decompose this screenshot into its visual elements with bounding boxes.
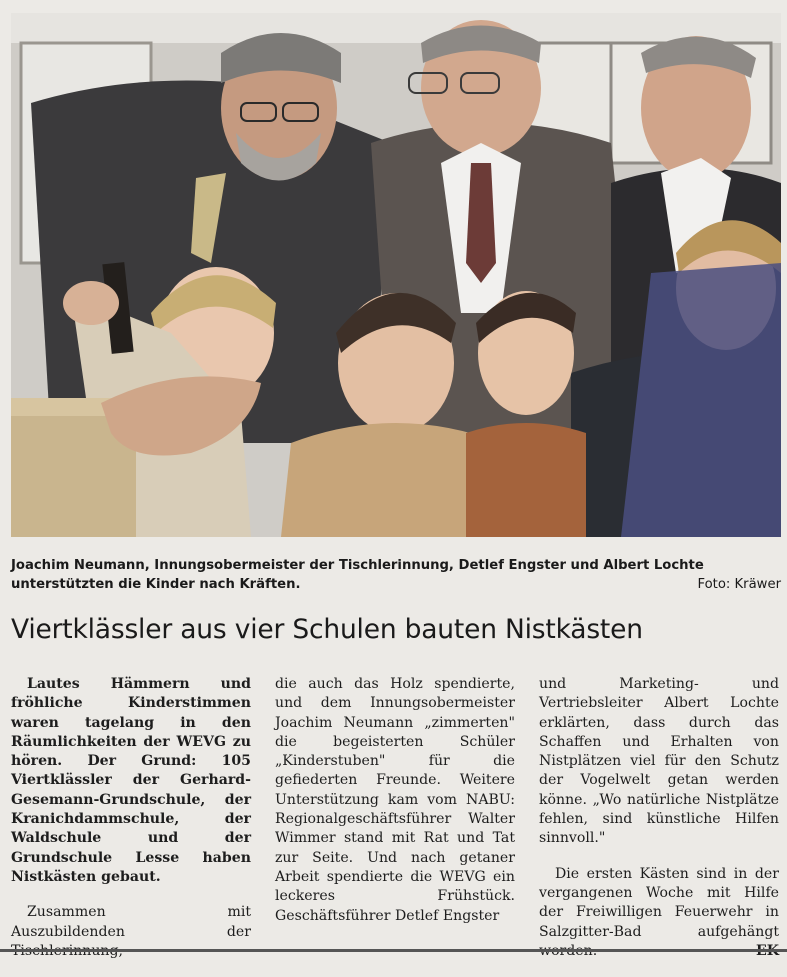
lead-paragraph: Lautes Hämmern und fröhliche Kinderstimmen waren tagelang in den Räumlichkeiten der WEVG zu hören. Der Grund: 105 Viertklässler der Gerhard-Gesemann-Grundschule, der Kranichdammschule, der Waldschule und der Grundschule Lesse haben Nistkästen gebaut.	[11, 676, 251, 885]
article-column-1	[11, 675, 251, 977]
bottom-rule	[0, 949, 787, 952]
body-paragraph: und Marketing- und Vertriebsleiter Albert Lochte erklärten, dass durch das Schaffen und Erhalten von Nistplätzen viel für den Schutz der Vogelwelt getan werden könne. „Wo natürliche Nistplätze fehlen, sind künstliche Hilfen sinnvoll."	[539, 676, 779, 847]
body-paragraph: Zusammen mit Auszubildenden der	[11, 904, 251, 940]
photo-illustration	[11, 13, 781, 537]
article-headline: Viertklässler aus vier Schulen bauten Nistkästen	[11, 614, 643, 645]
caption-text: Joachim Neumann, Innungsobermeister der Tischlerinnung, Detlef Engster und Albert Lochte unterstützten die Kinder nach Kräften.	[11, 558, 704, 592]
photo-caption	[11, 556, 781, 594]
article-column-3	[539, 675, 779, 961]
article-photo	[11, 13, 781, 537]
body-paragraph: die auch das Holz spendierte, und dem Innungsobermeister Joachim Neumann „zimmerten" die begeisterten Schüler „Kinderstuben" für die gefiederten Freunde. Weitere Unterstützung kam vom NABU: Regionalgeschäftsführer Walter Wimmer stand mit Rat und Tat zur Seite. Und nach getaner Arbeit spendierte die WEVG ein leckeres Frühstück. Geschäftsführer Detlef Engster	[275, 676, 515, 924]
article-column-2	[275, 675, 515, 942]
article-body	[11, 675, 781, 945]
photo-credit: Foto: Kräwer	[697, 577, 781, 592]
final-paragraph-text: Die ersten Kästen sind in der vergangenen Woche mit Hilfe der Freiwilligen Feuerwehr in Salzgitter-Bad aufgehängt	[539, 865, 779, 940]
body-paragraph-final	[539, 865, 779, 961]
